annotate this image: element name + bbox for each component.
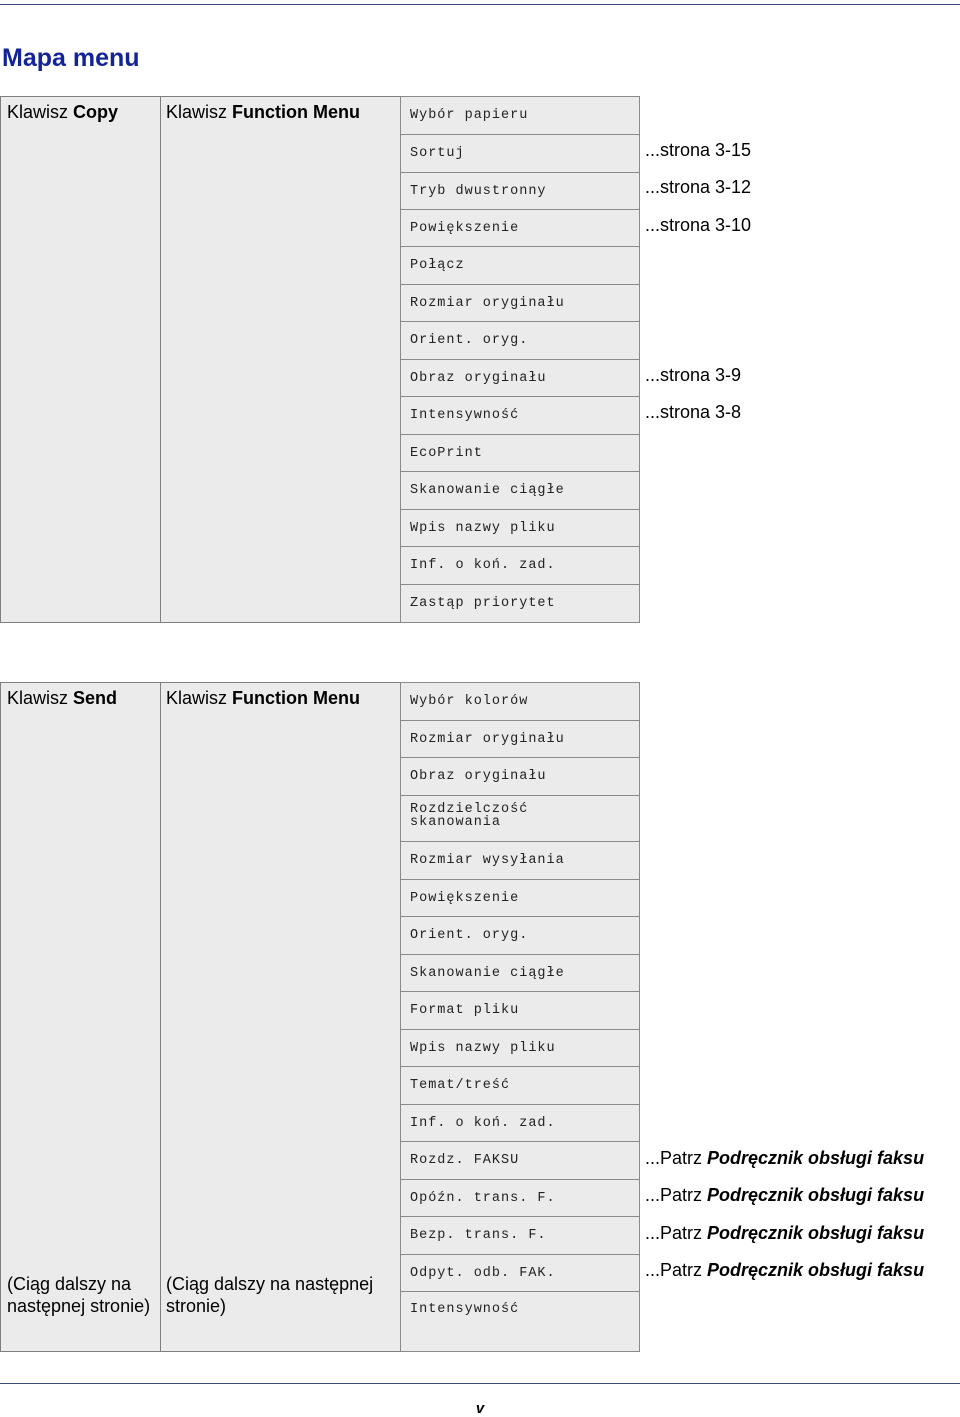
- menu-item-ecoprint: EcoPrint: [400, 434, 640, 472]
- menu-item-rozmiar-oryginalu: Rozmiar oryginału: [400, 284, 640, 322]
- menu-item-obraz-oryginalu: Obraz oryginału: [400, 757, 640, 796]
- ref-tryb-dwustronny: ...strona 3-12: [645, 177, 752, 197]
- menu-item-zastap-priorytet: Zastąp priorytet: [400, 584, 640, 623]
- menu-item-skanowanie-ciagle: Skanowanie ciągłe: [400, 954, 640, 992]
- menu-item-skanowanie-ciagle: Skanowanie ciągłe: [400, 471, 640, 510]
- menu-item-format-pliku: Format pliku: [400, 991, 640, 1030]
- menu-item-orient-oryg: Orient. oryg.: [400, 321, 640, 360]
- top-rule: [0, 4, 960, 5]
- copy-key-column: [0, 96, 162, 623]
- bottom-rule: [0, 1383, 960, 1384]
- send-key-label: Klawisz Send: [7, 688, 118, 708]
- ref-powiekszenie: ...strona 3-10: [645, 215, 752, 235]
- ref-obraz-oryginalu: ...strona 3-9: [645, 365, 742, 385]
- menu-item-intensywnosc: Intensywność: [400, 396, 640, 435]
- menu-item-rozmiar-wysylania: Rozmiar wysyłania: [400, 841, 640, 880]
- menu-item-orient-oryg: Orient. oryg.: [400, 916, 640, 955]
- continued-note-col1: (Ciąg dalszy na następnej stronie): [7, 1274, 151, 1316]
- menu-item-inf-o-kon-zad: Inf. o koń. zad.: [400, 546, 640, 585]
- menu-item-wpis-nazwy-pliku: Wpis nazwy pliku: [400, 1029, 640, 1067]
- ref-opozn-trans-f: ...Patrz Podręcznik obsługi faksu: [645, 1185, 925, 1205]
- menu-item-inf-o-kon-zad: Inf. o koń. zad.: [400, 1104, 640, 1142]
- ref-intensywnosc: ...strona 3-8: [645, 402, 742, 422]
- send-key-column: [0, 682, 162, 1352]
- menu-item-powiekszenie: Powiększenie: [400, 209, 640, 247]
- menu-item-rozdzielczosc-skanowania: Rozdzielczość skanowania: [400, 795, 640, 842]
- menu-item-rozdz-faksu: Rozdz. FAKSU: [400, 1141, 640, 1180]
- send-function-menu-label: Klawisz Function Menu: [166, 688, 361, 708]
- menu-item-wybor-papieru: Wybór papieru: [400, 96, 640, 135]
- menu-item-odpyt-odb-fak: Odpyt. odb. FAK.: [400, 1254, 640, 1292]
- menu-item-intensywnosc: Intensywność: [400, 1291, 640, 1352]
- menu-item-powiekszenie: Powiększenie: [400, 879, 640, 917]
- menu-item-wpis-nazwy-pliku: Wpis nazwy pliku: [400, 509, 640, 547]
- menu-item-temat-tresc: Temat/treść: [400, 1066, 640, 1105]
- ref-bezp-trans-f: ...Patrz Podręcznik obsługi faksu: [645, 1223, 925, 1243]
- menu-item-rozmiar-oryginalu: Rozmiar oryginału: [400, 720, 640, 758]
- menu-item-polacz: Połącz: [400, 246, 640, 285]
- ref-odpyt-odb-fak: ...Patrz Podręcznik obsługi faksu: [645, 1260, 925, 1280]
- send-function-menu-column: [160, 682, 402, 1352]
- menu-item-obraz-oryginalu: Obraz oryginału: [400, 359, 640, 397]
- menu-item-sortuj: Sortuj: [400, 134, 640, 173]
- menu-item-wybor-kolorow: Wybór kolorów: [400, 682, 640, 721]
- ref-rozdz-faksu: ...Patrz Podręcznik obsługi faksu: [645, 1148, 925, 1168]
- page-title: Mapa menu: [2, 44, 140, 72]
- copy-key-label: Klawisz Copy: [7, 102, 119, 122]
- copy-function-menu-label: Klawisz Function Menu: [166, 102, 361, 122]
- menu-item-opozn-trans-f: Opóźn. trans. F.: [400, 1179, 640, 1217]
- continued-note-col2: (Ciąg dalszy na następnej stronie): [166, 1274, 374, 1316]
- menu-item-tryb-dwustronny: Tryb dwustronny: [400, 172, 640, 210]
- ref-sortuj: ...strona 3-15: [645, 140, 752, 160]
- page-number: v: [475, 1400, 485, 1417]
- copy-function-menu-column: [160, 96, 402, 623]
- menu-item-bezp-trans-f: Bezp. trans. F.: [400, 1216, 640, 1255]
